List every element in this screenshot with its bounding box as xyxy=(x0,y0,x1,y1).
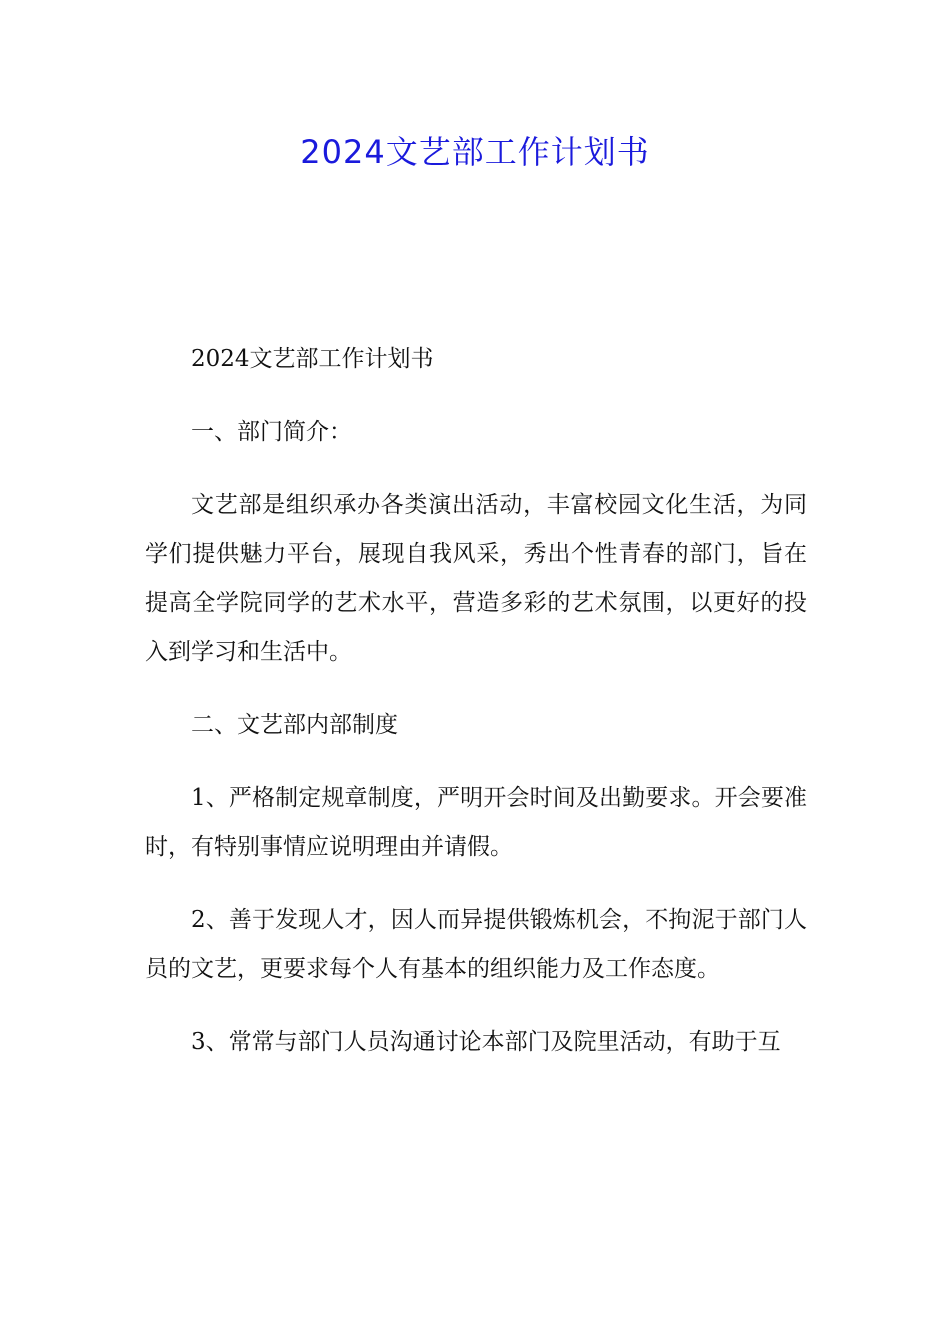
paragraph-section-1-heading: 一、部门简介： xyxy=(191,419,352,445)
document-body xyxy=(145,335,807,1091)
paragraph-section-2-heading: 二、文艺部内部制度 xyxy=(191,712,398,738)
paragraph-rule-1: 1、严格制定规章制度，严明开会时间及出勤要求。开会要准时，有特别事情应说明理由并请假。 xyxy=(145,785,807,860)
paragraph-department-intro: 文艺部是组织承办各类演出活动，丰富校园文化生活，为同学们提供魅力平台，展现自我风采，秀出个性青春的部门，旨在提高全学院同学的艺术水平，营造多彩的艺术氛围，以更好的投入到学习和生活中。 xyxy=(145,492,807,665)
paragraph-rule-3: 3、常常与部门人员沟通讨论本部门及院里活动，有助于互 xyxy=(191,1029,781,1055)
paragraph-rule-2: 2、善于发现人才，因人而异提供锻炼机会，不拘泥于部门人员的文艺，更要求每个人有基本的组织能力及工作态度。 xyxy=(145,907,807,982)
paragraph-subtitle: 2024文艺部工作计划书 xyxy=(191,346,434,372)
document-title: 2024文艺部工作计划书 xyxy=(300,133,650,171)
